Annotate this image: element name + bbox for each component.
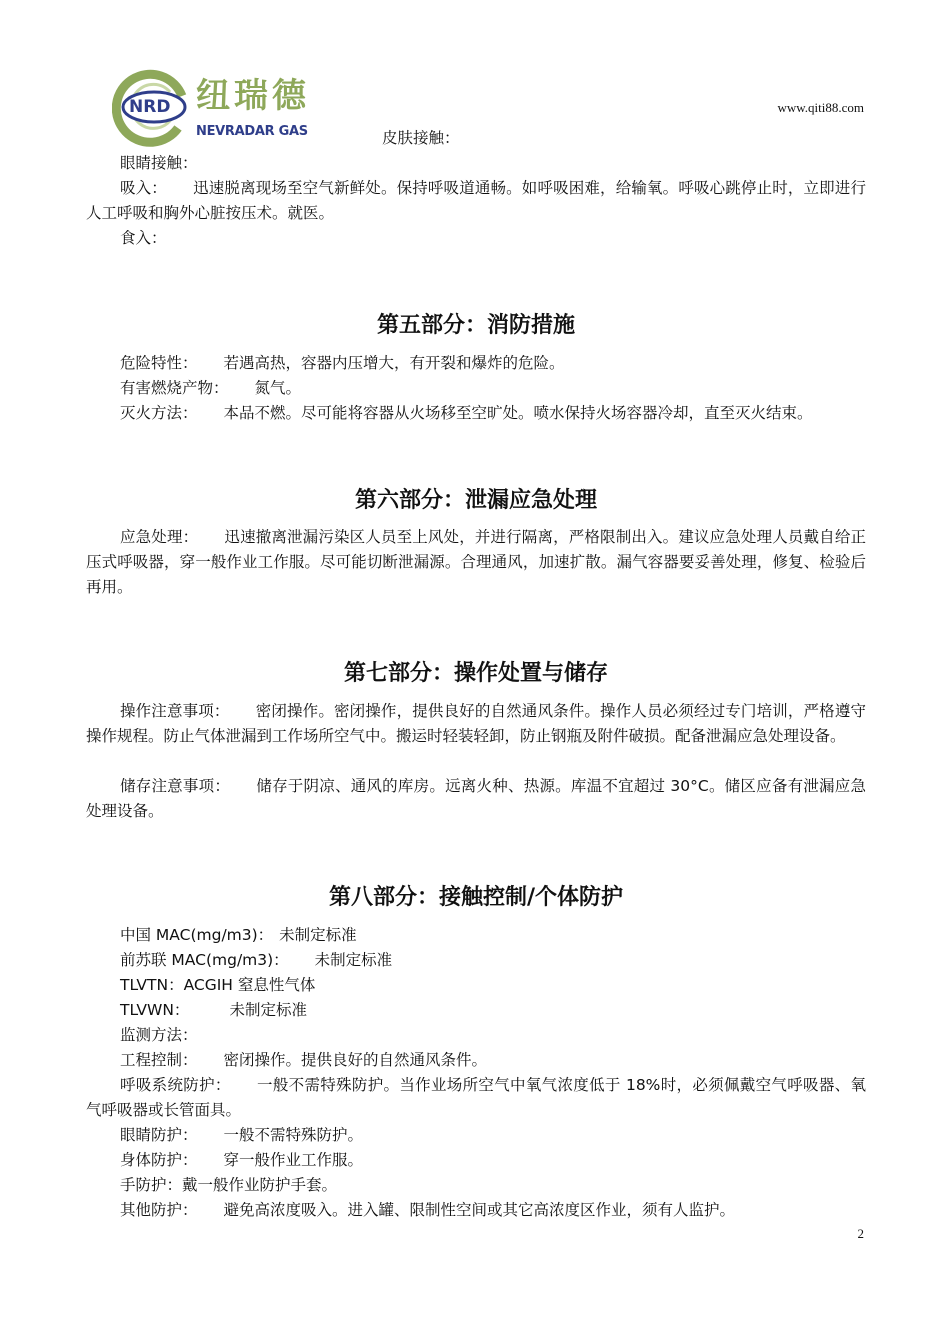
body-protection-line bbox=[86, 1148, 866, 1173]
combustion-products-label: 有害燃烧产物： bbox=[120, 379, 229, 397]
inhalation-paragraph bbox=[86, 176, 866, 226]
engineering-label: 工程控制： bbox=[120, 1051, 198, 1069]
section8-title: 第八部分：接触控制/个体防护 bbox=[328, 885, 624, 910]
respiratory-label: 呼吸系统防护： bbox=[120, 1076, 231, 1094]
hazard-text: 若遇高热，容器内压增大，有开裂和爆炸的危险。 bbox=[223, 354, 565, 372]
storage-label: 储存注意事项： bbox=[120, 777, 231, 795]
tlvwn-line bbox=[86, 998, 866, 1023]
body-protection-label: 身体防护： bbox=[120, 1151, 198, 1169]
inhalation-label: 吸入： bbox=[120, 179, 167, 197]
eye-protection-text: 一般不需特殊防护。 bbox=[223, 1126, 364, 1144]
mac-china-label: 中国 MAC(mg/m3)： bbox=[120, 926, 274, 944]
monitoring-line bbox=[86, 1023, 866, 1048]
mac-china-line bbox=[86, 923, 866, 948]
mac-ussr-text: 未制定标准 bbox=[314, 951, 393, 969]
inhalation-text: 迅速脱离现场至空气新鲜处。保持呼吸道通畅。如呼吸困难，给输氧。呼吸心跳停止时，立即进行人工呼吸和胸外心脏按压术。就医。 bbox=[86, 179, 866, 222]
tlvwn-text: 未制定标准 bbox=[229, 1001, 307, 1019]
eye-protection-label: 眼睛防护： bbox=[120, 1126, 198, 1144]
mac-ussr-line bbox=[86, 948, 866, 973]
operation-text: 密闭操作。密闭操作，提供良好的自然通风条件。操作人员必须经过专门培训，严格遵守操作规程。防止气体泄漏到工作场所空气中。搬运时轻装轻卸，防止钢瓶及附件破损。配备泄漏应急处理设备。 bbox=[86, 702, 866, 745]
logo-chinese-name: 纽瑞德 bbox=[196, 76, 310, 116]
website-url: www.qiti88.com bbox=[777, 100, 864, 115]
section6-title: 第六部分：泄漏应急处理 bbox=[354, 488, 597, 513]
engineering-line bbox=[86, 1048, 866, 1073]
page-number: 2 bbox=[857, 1226, 864, 1241]
other-protection-text: 避免高浓度吸入。进入罐、限制性空间或其它高浓度区作业，须有人监护。 bbox=[223, 1201, 736, 1219]
skin-contact-label: 皮肤接触： bbox=[382, 129, 460, 147]
engineering-text: 密闭操作。提供良好的自然通风条件。 bbox=[223, 1051, 488, 1069]
logo-english-name: NEVRADAR GAS bbox=[196, 124, 308, 139]
extinguish-line bbox=[86, 401, 866, 426]
section5-title: 第五部分：消防措施 bbox=[376, 313, 575, 338]
eye-contact-line bbox=[86, 151, 866, 176]
skin-contact-line bbox=[86, 126, 866, 151]
emergency-paragraph bbox=[86, 525, 866, 600]
monitoring-label: 监测方法： bbox=[120, 1026, 198, 1044]
mac-china-text: 未制定标准 bbox=[279, 926, 357, 944]
respiratory-paragraph bbox=[86, 1073, 866, 1123]
hand-protection-line: 手防护：戴一般作业防护手套。 bbox=[120, 1176, 338, 1194]
operation-label: 操作注意事项： bbox=[120, 702, 230, 720]
hazard-label: 危险特性： bbox=[120, 354, 198, 372]
storage-text: 储存于阴凉、通风的库房。远离火种、热源。库温不宜超过 30°C。储区应备有泄漏应急处理设备。 bbox=[86, 777, 866, 820]
other-protection-label: 其他防护： bbox=[120, 1201, 198, 1219]
hazard-line bbox=[86, 351, 866, 376]
tlvtn-line: TLVTN：ACGIH 窒息性气体 bbox=[120, 976, 316, 994]
storage-paragraph bbox=[86, 774, 866, 824]
combustion-products-text: 氮气。 bbox=[254, 379, 302, 397]
tlvwn-label: TLVWN： bbox=[120, 1001, 190, 1019]
eye-contact-label: 眼睛接触： bbox=[120, 154, 198, 172]
combustion-products-line bbox=[86, 376, 866, 401]
mac-ussr-label: 前苏联 MAC(mg/m3)： bbox=[120, 951, 289, 969]
emergency-text: 迅速撤离泄漏污染区人员至上风处，并进行隔离，严格限制出入。建议应急处理人员戴自给正压式呼吸器，穿一般作业工作服。尽可能切断泄漏源。合理通风，加速扩散。漏气容器要妥善处理，修复、检验后再用。 bbox=[86, 528, 866, 596]
other-protection-line bbox=[86, 1198, 866, 1223]
operation-paragraph bbox=[86, 699, 866, 749]
section7-title: 第七部分：操作处置与储存 bbox=[343, 661, 608, 686]
extinguish-label: 灭火方法： bbox=[120, 404, 198, 422]
ingestion-label: 食入： bbox=[120, 229, 167, 247]
body-protection-text: 穿一般作业工作服。 bbox=[223, 1151, 364, 1169]
respiratory-text: 一般不需特殊防护。当作业场所空气中氧气浓度低于 18%时，必须佩戴空气呼吸器、氧气呼吸器或长管面具。 bbox=[86, 1076, 866, 1119]
extinguish-text: 本品不燃。尽可能将容器从火场移至空旷处。喷水保持火场容器冷却，直至灭火结束。 bbox=[223, 404, 813, 422]
logo-badge-text: NRD bbox=[129, 97, 171, 117]
emergency-label: 应急处理： bbox=[120, 528, 199, 546]
eye-protection-line bbox=[86, 1123, 866, 1148]
ingestion-line bbox=[86, 226, 866, 251]
